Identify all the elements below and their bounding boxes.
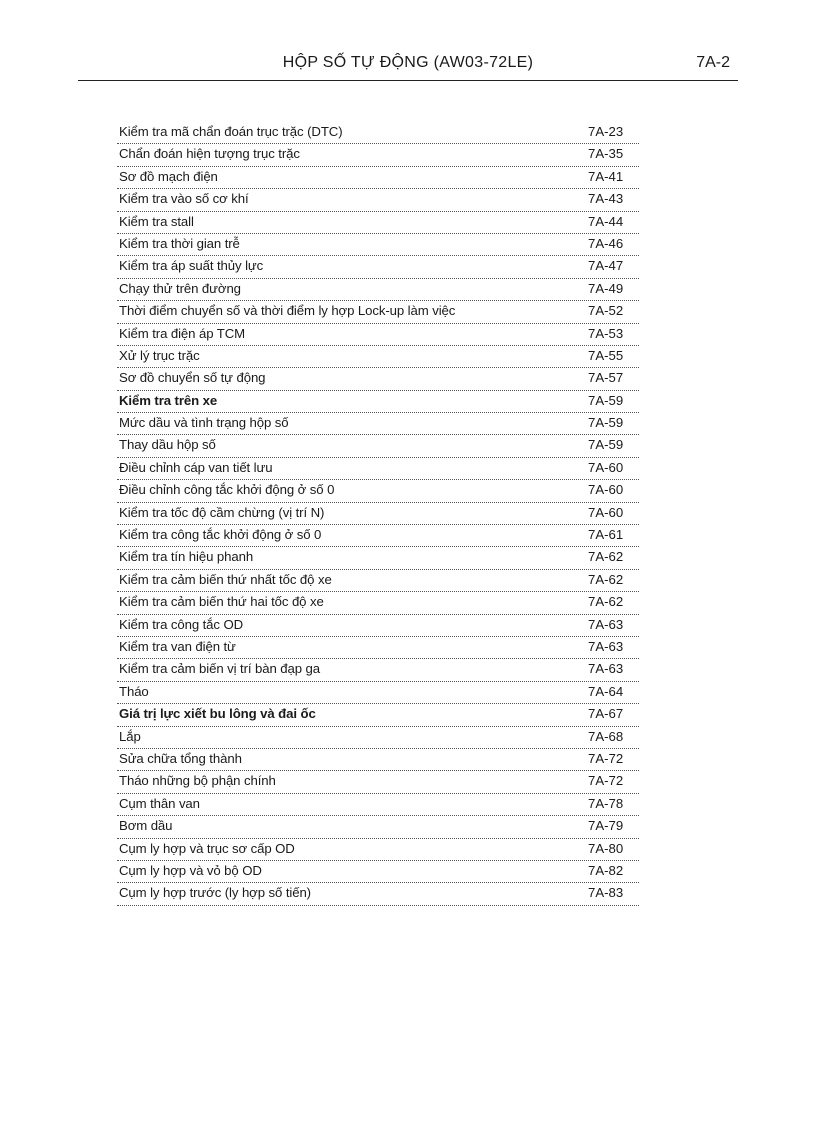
toc-entry [117,704,639,726]
toc-entry-page: 7A-63 [588,616,624,632]
toc-entry [117,368,639,390]
toc-entry-title: Xử lý trục trặc [119,347,200,363]
toc-entry-page: 7A-67 [588,706,624,722]
page-header [78,52,738,81]
toc-entry-page: 7A-46 [588,235,624,251]
toc-entry-title: Kiểm tra công tắc OD [119,616,244,632]
toc-entry [117,480,639,502]
toc-entry-page: 7A-83 [588,885,624,901]
toc-entry-page: 7A-72 [588,750,624,766]
toc-entry-title: Kiểm tra điện áp TCM [119,325,246,341]
toc-entry-title: Cụm ly hợp và vỏ bộ OD [119,862,262,878]
toc-entry-page: 7A-78 [588,795,624,811]
toc-entry-page: 7A-23 [588,124,624,139]
toc-entry-title: Kiểm tra vào số cơ khí [119,191,249,207]
toc-entry [117,324,639,346]
toc-entry-title: Kiểm tra cảm biến vị trí bàn đạp ga [119,661,321,677]
toc-entry-page: 7A-64 [588,683,624,699]
toc-entry-page: 7A-61 [588,527,624,543]
toc-entry-page: 7A-53 [588,325,624,341]
toc-entry-title: Lắp [119,728,141,744]
toc-entry [117,525,639,547]
toc-entry [117,503,639,525]
toc-entry-title: Cụm ly hợp và trục sơ cấp OD [119,840,295,856]
toc-entry [117,458,639,480]
toc-entry [117,391,639,413]
toc-entry [117,122,639,144]
toc-entry [117,435,639,457]
toc-entry-title: Sơ đồ chuyển số tự động [119,370,266,386]
toc-entry-title: Cụm thân van [119,795,200,811]
toc-entry-page: 7A-43 [588,191,624,207]
toc-entry-page: 7A-57 [588,370,624,386]
toc-entry-page: 7A-63 [588,638,624,654]
toc-entry [117,861,639,883]
toc-entry-title: Giá trị lực xiết bu lông và đai ốc [119,706,316,722]
toc-entry-page: 7A-55 [588,347,624,363]
toc-entry [117,189,639,211]
toc-entry-page: 7A-62 [588,571,624,587]
toc-entry-title: Kiểm tra mã chẩn đoán trục trặc (DTC) [119,124,343,139]
toc-entry-title: Kiểm tra cảm biến thứ hai tốc độ xe [119,594,324,610]
toc-entry-title: Kiểm tra công tắc khởi động ở số 0 [119,527,322,543]
toc-entry-title: Mức dầu và tình trạng hộp số [119,415,289,431]
toc-entry-title: Tháo những bộ phận chính [119,773,276,789]
toc-entry-page: 7A-63 [588,661,624,677]
toc-entry-title: Kiểm tra cảm biến thứ nhất tốc độ xe [119,571,332,587]
toc-entry-title: Cụm ly hợp trước (ly hợp số tiến) [119,885,311,901]
toc-entry [117,659,639,681]
toc-entry [117,413,639,435]
toc-entry-title: Tháo [119,683,149,699]
toc-entry-title: Bơm dầu [119,818,173,834]
toc-entry-title: Kiểm tra tín hiệu phanh [119,549,254,565]
toc-entry-page: 7A-59 [588,437,624,453]
toc-entry [117,816,639,838]
toc-entry-page: 7A-47 [588,258,624,274]
toc-entry-page: 7A-59 [588,392,624,408]
toc-entry-title: Điều chỉnh cáp van tiết lưu [119,459,273,475]
toc-entry-page: 7A-52 [588,303,624,319]
toc-entry-title: Kiểm tra stall [119,213,194,229]
toc-entry [117,592,639,614]
toc-entry [117,682,639,704]
toc-entry [117,256,639,278]
toc-entry-page: 7A-49 [588,280,624,296]
toc-entry-page: 7A-59 [588,415,624,431]
toc-entry [117,771,639,793]
toc-entry-title: Kiểm tra tốc độ cầm chừng (vị trí N) [119,504,325,520]
toc-entry [117,570,639,592]
toc-entry-title: Kiểm tra áp suất thủy lực [119,258,264,274]
toc-entry [117,547,639,569]
toc-entry-page: 7A-62 [588,594,624,610]
toc-entry-page: 7A-41 [588,168,624,184]
toc-entry [117,212,639,234]
toc-entry-title: Sửa chữa tổng thành [119,750,242,766]
toc-entry [117,167,639,189]
toc-entry-title: Điều chỉnh công tắc khởi động ở số 0 [119,482,335,498]
toc-entry [117,279,639,301]
toc-entry [117,615,639,637]
toc-entry-page: 7A-72 [588,773,624,789]
toc-entry-page: 7A-68 [588,728,624,744]
toc-entry-title: Thay dầu hộp số [119,437,216,453]
toc-entry-page: 7A-44 [588,213,624,229]
toc-entry-page: 7A-35 [588,146,624,162]
toc-entry [117,346,639,368]
toc-entry-page: 7A-80 [588,840,624,856]
toc-entry-title: Chẩn đoán hiện tượng trục trặc [119,146,300,162]
toc-entry [117,749,639,771]
table-of-contents [117,122,639,906]
toc-entry-title: Thời điểm chuyển số và thời điểm ly hợp Lock-up làm việc [119,303,456,319]
toc-entry-page: 7A-62 [588,549,624,565]
toc-entry [117,301,639,323]
toc-entry-page: 7A-60 [588,459,624,475]
page-number: 7A-2 [696,54,730,71]
toc-entry-page: 7A-79 [588,818,624,834]
toc-entry [117,883,639,905]
toc-entry-page: 7A-82 [588,862,624,878]
toc-entry-title: Kiểm tra thời gian trễ [119,235,240,251]
toc-entry [117,234,639,256]
toc-entry [117,794,639,816]
toc-entry-title: Kiểm tra trên xe [119,392,218,408]
toc-entry-title: Kiểm tra van điện từ [119,638,236,654]
toc-entry [117,839,639,861]
toc-entry-title: Chạy thử trên đường [119,280,241,296]
toc-entry [117,144,639,166]
toc-entry-title: Sơ đồ mạch điện [119,168,218,184]
toc-entry-page: 7A-60 [588,482,624,498]
page-title: HỘP SỐ TỰ ĐỘNG (AW03-72LE) [282,54,534,71]
toc-entry [117,727,639,749]
toc-entry [117,637,639,659]
toc-entry-page: 7A-60 [588,504,624,520]
